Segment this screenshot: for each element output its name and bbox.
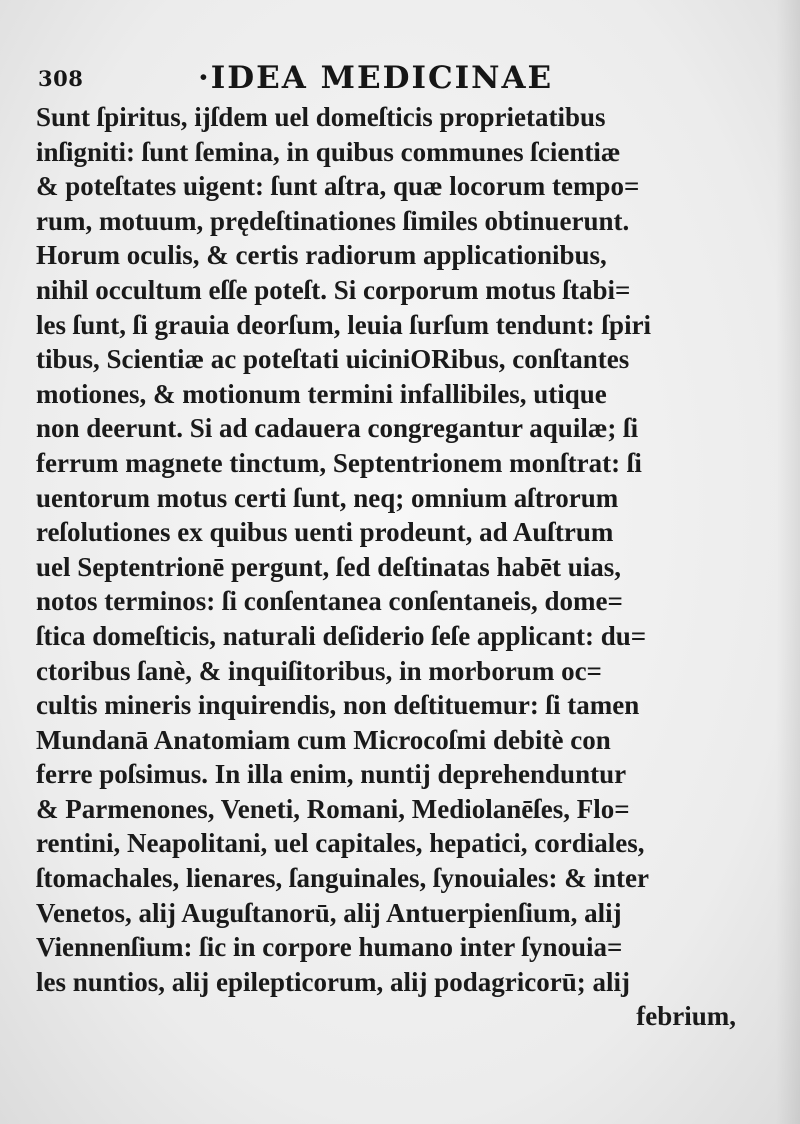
- text-line: uentorum motus certi ſunt, neq; omnium aſtrorum: [36, 482, 619, 513]
- text-line: inſigniti: ſunt ſemina, in quibus communes ſcientiæ: [36, 136, 621, 167]
- text-line: & poteſtates uigent: ſunt aſtra, quæ locorum tempo=: [36, 171, 640, 202]
- text-line: Sunt ſpiritus, ijſdem uel domeſticis proprietatibus: [36, 102, 606, 132]
- page-header: [38, 60, 578, 100]
- text-line: ſtica domeſticis, naturali deſiderio ſeſe applicant: du=: [36, 620, 647, 651]
- text-line: nihil occultum eſſe poteſt. Si corporum motus ſtabi=: [36, 274, 631, 305]
- text-line: rum, motuum, prędeſtinationes ſimiles obtinuerunt.: [36, 205, 630, 236]
- text-line: Viennenſium: ſic in corpore humano inter ſynouia=: [36, 932, 623, 963]
- text-line: uel Septentrionē pergunt, ſed deſtinatas habēt uias,: [36, 551, 622, 582]
- text-line: non deerunt. Si ad cadauera congregantur aquilæ; ſi: [36, 413, 639, 444]
- catchword: febrium,: [636, 1001, 736, 1032]
- text-line: & Parmenones, Veneti, Romani, Mediolanēſes, Flo=: [36, 793, 630, 824]
- text-line: ctoribus ſanè, & inquiſitoribus, in morborum oc=: [36, 655, 602, 686]
- text-line: cultis mineris inquirendis, non deſtituemur: ſi tamen: [36, 690, 640, 721]
- text-line: rentini, Neapolitani, uel capitales, hepatici, cordiales,: [36, 828, 645, 859]
- text-line: Horum oculis, & certis radiorum applicationibus,: [36, 240, 607, 271]
- page-number: 308: [38, 66, 84, 91]
- body-text: [36, 100, 736, 1034]
- text-line: Mundanā Anatomiam cum Microcoſmi debitè con: [36, 724, 611, 755]
- text-line: ſtomachales, lienares, ſanguinales, ſynouiales: & inter: [36, 863, 649, 894]
- running-title: ·IDEA MEDICINAE: [198, 60, 554, 96]
- text-line: reſolutiones ex quibus uenti prodeunt, ad Auſtrum: [36, 517, 614, 548]
- text-line: motiones, & motionum termini infallibiles, utique: [36, 378, 607, 409]
- text-line: Venetos, alij Auguſtanorū, alij Antuerpienſium, alij: [36, 897, 622, 928]
- text-line: notos terminos: ſi conſentanea conſentaneis, dome=: [36, 586, 623, 617]
- text-line: tibus, Scientiæ ac poteſtati uiciniORibus, conſtantes: [36, 344, 630, 375]
- text-line: les nuntios, alij epilepticorum, alij podagricorū; alij: [36, 966, 630, 997]
- page-edge-shadow: [776, 0, 800, 1124]
- text-line: les ſunt, ſi grauia deorſum, leuia ſurſum tendunt: ſpiri: [36, 309, 652, 340]
- text-line: ferre poſsimus. In illa enim, nuntij deprehenduntur: [36, 759, 627, 790]
- text-line: ferrum magnete tinctum, Septentrionem monſtrat: ſi: [36, 447, 642, 478]
